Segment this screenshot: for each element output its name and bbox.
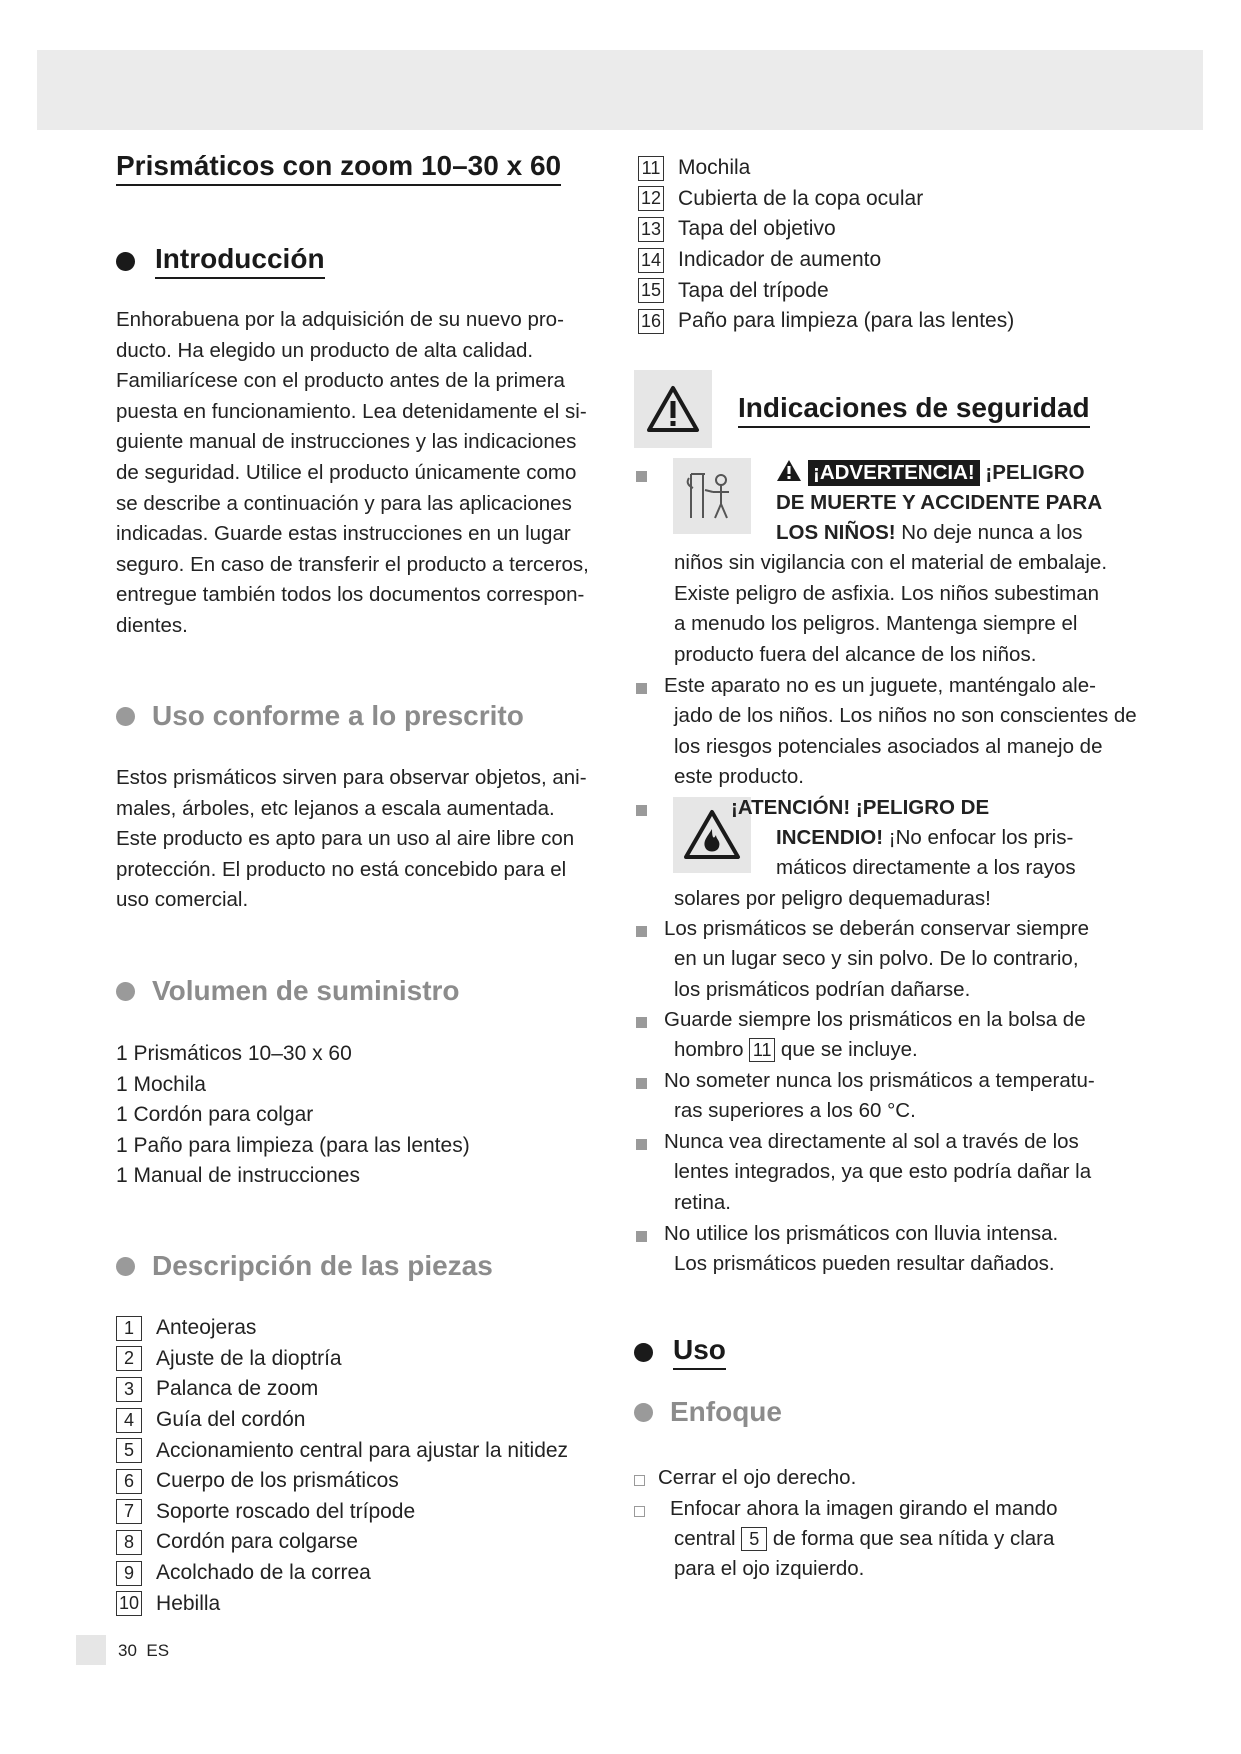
part-ref-5: 5: [741, 1527, 767, 1551]
text-line: ducto. Ha elegido un producto de alta calidad.: [116, 338, 534, 362]
fire-line-3: máticos directamente a los rayos: [776, 856, 1076, 879]
text-line: se describe a continuación y para las aplicaciones: [116, 491, 572, 515]
part-ref-11: 11: [749, 1038, 775, 1062]
part-label: Guía del cordón: [156, 1408, 306, 1432]
part-number: 13: [638, 217, 664, 242]
bullet-dot-icon: [634, 1403, 653, 1422]
text-line: Estos prismáticos sirven para observar objetos, ani-: [116, 766, 587, 789]
part-label: Mochila: [678, 156, 751, 180]
uso-conforme-paragraph: [116, 763, 587, 916]
part-number: 16: [638, 309, 664, 334]
text-line: lentes integrados, ya que esto podría dañar la: [674, 1160, 1092, 1183]
document-title: Prismáticos con zoom 10–30 x 60: [116, 150, 561, 186]
text-line: 1 Cordón para colgar: [116, 1103, 314, 1127]
safety-banner: [634, 370, 1112, 452]
step-1: Cerrar el ojo derecho.: [658, 1466, 857, 1489]
text-line: entregue también todos los documentos correspon-: [116, 583, 585, 607]
part-item: [116, 1405, 568, 1436]
part-item: [638, 306, 1014, 337]
text-line: protección. El producto no está concebido para el: [116, 857, 567, 881]
part-number: 1: [116, 1316, 142, 1341]
bullet-dot-icon: [634, 1343, 653, 1362]
text-line: dientes.: [116, 613, 188, 637]
child-danger-icon: [673, 458, 751, 534]
warning-triangle-icon: [634, 370, 712, 448]
text-line: de seguridad. Utilice el producto únicamente como: [116, 460, 577, 484]
bag-line-1: Guarde siempre los prismáticos en la bolsa de: [664, 1008, 1086, 1031]
uso-conforme-heading: Uso conforme a lo prescrito: [116, 700, 524, 732]
rain-line-1: No utilice los prismáticos con lluvia intensa.: [664, 1222, 1059, 1245]
text-line: niños sin vigilancia con el material de embalaje.: [674, 551, 1108, 574]
text-line: Los prismáticos pueden resultar dañados.: [674, 1252, 1055, 1275]
step-2-line-1: Enfocar ahora la imagen girando el mando: [670, 1497, 1058, 1520]
part-number: 3: [116, 1377, 142, 1402]
part-item: [638, 275, 1014, 306]
bullet-dot-icon: [116, 707, 135, 726]
bullet-square-icon: [636, 471, 647, 482]
fire-line-1: ¡ATENCIÓN! ¡PELIGRO DE: [731, 796, 990, 819]
text-line: Familiarícese con el producto antes de la primera: [116, 369, 565, 393]
part-label: Cubierta de la copa ocular: [678, 186, 924, 210]
part-number: 15: [638, 278, 664, 303]
part-number: 10: [116, 1591, 142, 1616]
text-line: guiente manual de instrucciones y las indicaciones: [116, 430, 577, 454]
part-item: [116, 1588, 568, 1619]
part-number: 4: [116, 1408, 142, 1433]
warning-line-2: DE MUERTE Y ACCIDENTE PARA: [776, 491, 1103, 514]
parts-list-right: [638, 153, 1014, 337]
uso-heading: Uso: [634, 1334, 726, 1370]
volumen-list: [116, 1039, 470, 1192]
sun-paragraph: [674, 1157, 1091, 1218]
toy-paragraph: [674, 701, 1137, 793]
text-line: males, árboles, etc lejanos a escala aumentada.: [116, 796, 555, 820]
bullet-square-icon: [636, 926, 647, 937]
header-band: [37, 50, 1203, 130]
part-label: Cuerpo de los prismáticos: [156, 1469, 399, 1493]
part-number: 5: [116, 1438, 142, 1463]
text-line: este producto.: [674, 765, 804, 788]
text-line: Existe peligro de asfixia. Los niños subestiman: [674, 581, 1100, 605]
bullet-square-icon: [636, 1017, 647, 1028]
part-item: [638, 214, 1014, 245]
part-label: Soporte roscado del trípode: [156, 1499, 416, 1523]
sun-line-1: Nunca vea directamente al sol a través de los: [664, 1130, 1079, 1153]
bullet-square-icon: [636, 683, 647, 694]
bullet-square-icon: [636, 1231, 647, 1242]
part-label: Indicador de aumento: [678, 248, 882, 272]
part-item: [116, 1466, 568, 1497]
bullet-square-icon: [636, 1139, 647, 1150]
part-number: 9: [116, 1561, 142, 1586]
step-checkbox-icon: [634, 1506, 645, 1517]
text-line: los riesgos potenciales asociados al manejo de: [674, 734, 1103, 758]
part-number: 2: [116, 1346, 142, 1371]
text-line: retina.: [674, 1190, 731, 1214]
part-number: 7: [116, 1499, 142, 1524]
warning-line-1: ¡ADVERTENCIA! ¡PELIGRO: [776, 458, 1085, 488]
part-item: [116, 1374, 568, 1405]
volumen-heading: Volumen de suministro: [116, 975, 460, 1007]
part-label: Ajuste de la dioptría: [156, 1346, 342, 1370]
part-item: [116, 1527, 568, 1558]
part-item: [116, 1313, 568, 1344]
part-item: [116, 1558, 568, 1589]
toy-line-1: Este aparato no es un juguete, manténgalo ale-: [664, 674, 1096, 697]
bag-line-2: hombro 11 que se incluye.: [674, 1038, 918, 1061]
text-line: jado de los niños. Los niños no son conscientes de: [674, 704, 1137, 727]
enfoque-heading: Enfoque: [634, 1396, 782, 1428]
temp-paragraph: [674, 1096, 916, 1127]
bullet-dot-icon: [116, 1257, 135, 1276]
temp-line-1: No someter nunca los prismáticos a temperatu-: [664, 1069, 1095, 1092]
text-line: Enhorabuena por la adquisición de su nuevo pro-: [116, 308, 564, 331]
part-label: Accionamiento central para ajustar la nitidez: [156, 1438, 569, 1462]
part-label: Acolchado de la correa: [156, 1561, 371, 1585]
part-item: [638, 184, 1014, 215]
descripcion-heading: Descripción de las piezas: [116, 1250, 493, 1282]
fire-line-2: INCENDIO! ¡No enfocar los pris-: [776, 826, 1074, 849]
text-line: en un lugar seco y sin polvo. De lo contrario,: [674, 947, 1079, 970]
part-number: 11: [638, 156, 664, 181]
text-line: producto fuera del alcance de los niños.: [674, 642, 1037, 666]
part-label: Anteojeras: [156, 1316, 257, 1340]
step-2-line-3: para el ojo izquierdo.: [674, 1557, 865, 1580]
intro-heading: Introducción: [116, 243, 325, 279]
bullet-dot-icon: [116, 252, 135, 271]
part-number: 14: [638, 248, 664, 273]
text-line: uso comercial.: [116, 888, 249, 912]
text-line: 1 Paño para limpieza (para las lentes): [116, 1133, 470, 1157]
text-line: puesta en funcionamiento. Lea detenidamente el si-: [116, 399, 587, 423]
part-item: [116, 1435, 568, 1466]
safety-title: Indicaciones de seguridad: [738, 392, 1090, 428]
part-item: [116, 1497, 568, 1528]
part-label: Cordón para colgarse: [156, 1530, 358, 1554]
part-label: Hebilla: [156, 1591, 221, 1615]
page-number: 30 ES: [118, 1641, 170, 1660]
text-line: indicadas. Guarde estas instrucciones en un lugar: [116, 522, 571, 546]
part-label: Paño para limpieza (para las lentes): [678, 309, 1015, 333]
warning-line-3: LOS NIÑOS! No deje nunca a los: [776, 521, 1083, 544]
text-line: seguro. En caso de transferir el producto a terceros,: [116, 552, 589, 576]
bullet-square-icon: [636, 805, 647, 816]
step-checkbox-icon: [634, 1475, 645, 1486]
part-label: Tapa del trípode: [678, 278, 829, 302]
part-label: Tapa del objetivo: [678, 217, 836, 241]
text-line: Este producto es apto para un uso al aire libre con: [116, 827, 575, 851]
page-marker: [76, 1635, 106, 1665]
text-line: a menudo los peligros. Mantenga siempre el: [674, 612, 1078, 635]
text-line: 1 Prismáticos 10–30 x 60: [116, 1042, 352, 1065]
bullet-square-icon: [636, 1078, 647, 1089]
part-number: 6: [116, 1469, 142, 1494]
parts-list-left: [116, 1313, 568, 1619]
rain-paragraph: [674, 1249, 1055, 1280]
advertencia-badge: ¡ADVERTENCIA!: [808, 460, 980, 486]
small-warning-icon: [776, 459, 802, 482]
warning-paragraph: [674, 548, 1107, 670]
part-item: [116, 1344, 568, 1375]
part-item: [638, 245, 1014, 276]
part-number: 8: [116, 1530, 142, 1555]
part-label: Palanca de zoom: [156, 1377, 319, 1401]
text-line: ras superiores a los 60 °C.: [674, 1099, 916, 1122]
part-item: [638, 153, 1014, 184]
bullet-dot-icon: [116, 982, 135, 1001]
dry-paragraph: [674, 944, 1079, 1005]
intro-paragraph: [116, 305, 589, 642]
text-line: 1 Manual de instrucciones: [116, 1164, 360, 1188]
part-number: 12: [638, 186, 664, 211]
text-line: 1 Mochila: [116, 1072, 206, 1096]
fire-line-4: solares por peligro dequemaduras!: [674, 887, 991, 910]
text-line: los prismáticos podrían dañarse.: [674, 977, 971, 1001]
step-2-line-2: central 5 de forma que sea nítida y clara: [674, 1527, 1055, 1550]
dry-line-1: Los prismáticos se deberán conservar siempre: [664, 917, 1089, 940]
